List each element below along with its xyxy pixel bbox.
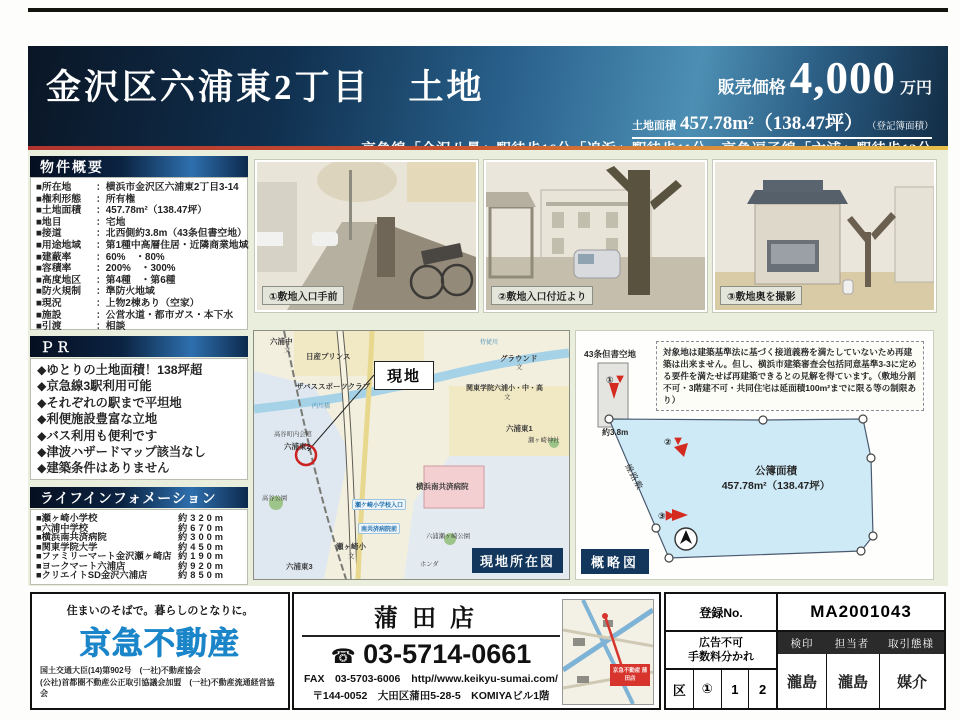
view-direction-arrow: ▼ (671, 433, 685, 448)
company-slogan: 住まいのそばで。暮らしのとなりに。 (66, 605, 254, 617)
license-line-2: (公社)首都圏不動産公正取引協議会加盟 (一社)不動産流通経営協会 (40, 677, 275, 699)
life-info-heading: ライフインフォメーション (40, 491, 217, 507)
price-block (718, 52, 932, 104)
store-mini-map-illustration (563, 600, 653, 704)
pr-box (30, 358, 248, 480)
approval-values (778, 654, 944, 708)
site-photo-2 (484, 160, 707, 312)
approval-header (778, 632, 944, 654)
overview-row: ■防火規制 ：準防火地域 (36, 286, 155, 298)
pr-item: ◆京急線3駅利用可能 (37, 379, 152, 394)
registered-area-title: 公簿面積 (755, 465, 797, 477)
view-direction-arrow: ▼ (613, 371, 627, 386)
map-label: 横浜南共済病院 (416, 482, 469, 491)
frontage-width-label: 約3.8m (602, 428, 629, 437)
seal-value: 瀧島 (778, 654, 827, 708)
registration-notice-cell (666, 632, 778, 708)
overview-row: ■引渡 ：相談 (36, 321, 126, 333)
overview-heading: 物件概要 (40, 160, 104, 176)
overview-section-header (30, 156, 248, 177)
plot-diagram-panel (575, 330, 934, 580)
pr-item: ◆ゆとりの土地面積！138坪超 (37, 363, 203, 377)
price-unit: 万円 (899, 80, 932, 97)
life-info-row: ■六浦中学校 約670m (36, 522, 227, 533)
map-label: 関東学院六浦小・中・高 (466, 385, 543, 392)
overview-row: ■施設 ：公営水道・都市ガス・本下水 (36, 309, 234, 321)
code-cells (666, 668, 776, 708)
road-strip-label: 43条但書空地 (584, 349, 636, 359)
registration-table (664, 592, 946, 710)
pr-item: ◆建築条件はありません (37, 461, 170, 476)
code-cell: 1 (722, 670, 750, 708)
notice-text: 広告不可 手数料分かれ (688, 636, 754, 663)
map-label: 六浦中 (270, 337, 293, 346)
life-info-row: ■関東学院大学 約450m (36, 541, 227, 552)
map-label: 日産プリンス (306, 352, 351, 361)
photo-caption: ③敷地奥を撮影 (720, 286, 802, 305)
life-info-row: ■ヨークマート六浦店 約920m (36, 560, 227, 571)
land-area-label: 土地面積 (632, 120, 676, 132)
school-symbol: 文 (284, 347, 291, 354)
overview-row: ■地目 ：宅地 (36, 216, 126, 228)
overview-row: ■建蔽率 ：60% ・80% (36, 251, 165, 263)
store-box (292, 592, 661, 710)
location-map-panel (253, 330, 570, 580)
company-logo: 京急不動産 (80, 626, 240, 661)
code-cell: 2 (759, 681, 767, 697)
mini-map-store-badge: 京急不動産 蒲田店 (610, 664, 650, 687)
registration-number-label: 登録No. (666, 594, 778, 630)
land-area-value: 457.78m²（138.47坪） (680, 113, 864, 134)
life-info-row: ■ファミリーマート金沢瀬ヶ崎店 約190m (36, 551, 227, 561)
school-symbol: 文 (516, 364, 523, 371)
phone-number: 03-5714-0661 (363, 639, 532, 669)
site-photo-1 (255, 160, 478, 312)
overview-row: ■用途地域 ：第1種中高層住居・近隣商業地域 (36, 239, 249, 251)
license-line-1: 国土交通大臣(14)第902号 (一社)不動産協会 (40, 666, 201, 675)
pr-section-header (30, 336, 248, 357)
map-label: 六浦東2 (284, 442, 311, 451)
store-name: 蒲田店 (302, 598, 560, 637)
company-box (30, 592, 290, 710)
site-callout: 現地 (374, 361, 434, 390)
approval-columns (778, 632, 944, 708)
view-marker-2: ②▼ (664, 433, 685, 448)
life-info-section-header (30, 487, 248, 508)
fax-number: FAX 03-5703-6006 (304, 673, 401, 685)
overview-row: ■権利形態 ：所有権 (36, 193, 136, 205)
registration-lower (666, 632, 944, 708)
registration-row-1 (666, 594, 944, 632)
land-area-note: （登記簿面積） (867, 122, 934, 132)
life-info-row: ■瀬ヶ崎小学校 約320m (36, 513, 227, 523)
code-cell: ① (694, 670, 722, 708)
map-label: ザバススポーツクラブ (296, 382, 371, 391)
map-panel-label: 現地所在図 (472, 548, 563, 573)
pr-heading: ＰＲ (40, 340, 72, 356)
view-marker-1: ①▼ (606, 371, 627, 386)
store-address: 〒144-0052 大田区蒲田5-28-5 KOMIYAビル1階 (312, 690, 550, 702)
price-label: 販売価格 (717, 78, 786, 97)
map-label: 六浦東3 (286, 562, 313, 571)
photo-caption: ①敷地入口手前 (262, 286, 344, 305)
site-photo-3 (713, 160, 936, 312)
pr-item: ◆津波ハザードマップ該当なし (37, 445, 206, 460)
map-label: 六浦東1 (506, 424, 533, 433)
land-area-line (632, 108, 932, 139)
life-info-row: ■横浜南共済病院 約300m (36, 532, 227, 542)
store-fax-line (302, 671, 560, 686)
registration-number-value: MA2001043 (810, 602, 912, 621)
deal-type-header: 取引態様 (888, 637, 934, 650)
overview-row: ■現況 ：上物2棟あり（空家） (36, 297, 200, 309)
store-url: http//www.keikyu-sumai.com/ (411, 673, 558, 685)
pr-item: ◆バス利用も便利です (37, 428, 158, 443)
bus-stop-label: 瀬ケ崎小学校入口 (352, 499, 406, 510)
view-marker-3: ③▶ (658, 507, 676, 522)
life-info-box (30, 509, 248, 585)
deal-type-value: 媒介 (896, 673, 927, 691)
page-title: 金沢区六浦東2丁目 土地 (46, 68, 485, 107)
overview-row: ■容積率 ：200% ・300% (36, 263, 176, 275)
phone-icon: ☎ (330, 646, 356, 668)
store-mini-map (562, 599, 654, 705)
map-label: ホンダ (420, 561, 439, 568)
overview-box (30, 177, 249, 333)
agent-header: 担当者 (834, 637, 870, 650)
river-label: 侍従川 (480, 340, 499, 346)
overview-row: ■高度地区 ：第4種 ・第6種 (36, 274, 176, 286)
overview-row: ■土地面積 ：457.78m²（138.47坪） (36, 205, 208, 217)
school-symbol: 文 (504, 394, 511, 401)
seal-header: 検印 (790, 637, 814, 650)
code-cell: 区 (666, 670, 694, 708)
bridge-label: 内川橋 (312, 404, 331, 410)
license-lines (32, 663, 288, 700)
price-value: 4,000 (789, 53, 896, 103)
map-label: 瀬ヶ崎小 (336, 542, 366, 551)
store-info (302, 598, 560, 703)
pr-item: ◆利便施設豊富な立地 (37, 412, 158, 427)
overview-row: ■接道 ：北西側約3.8m（43条但書空地） (36, 228, 247, 240)
school-symbol: 文 (348, 553, 355, 560)
map-label: 高谷町内会館 (274, 431, 312, 438)
map-label: 瀬ヶ崎神社 (528, 437, 560, 444)
store-phone (302, 639, 560, 670)
map-label: グラウンド (500, 354, 538, 363)
map-label: 六浦瀬ヶ崎公園 (426, 533, 471, 540)
diagram-panel-label: 概略図 (581, 549, 649, 574)
registered-area-value: 457.78m²（138.47坪） (721, 480, 831, 492)
map-label: 高谷公園 (262, 495, 288, 502)
photo-caption: ②敷地入口付近より (491, 286, 593, 305)
agent-value: 瀧島 (827, 654, 880, 708)
top-rule (28, 8, 948, 12)
railway-strip-label: 線路敷 (623, 462, 646, 492)
rebuild-note: 対象地は建築基準法に基づく接道義務を満たしていないため再建築は出来ません。但し、横浜市建築審査会包括同意基準3-3に定める要件を満たせば再建築できるとの見解を得ています。（敷地分割不可・3階建不可・共同住宅は延面積100m²までに限る等の制限あり） (656, 341, 924, 411)
view-direction-arrow: ▶ (665, 507, 676, 522)
bus-stop-label: 南共済病院前 (358, 523, 400, 534)
life-info-row: ■クリエイトSD金沢六浦店 約850m (36, 570, 227, 580)
header-banner (28, 46, 948, 146)
overview-row: ■所在地 ：横浜市金沢区六浦東2丁目3-14 (36, 182, 239, 193)
pr-item: ◆それぞれの駅まで平坦地 (37, 395, 182, 410)
